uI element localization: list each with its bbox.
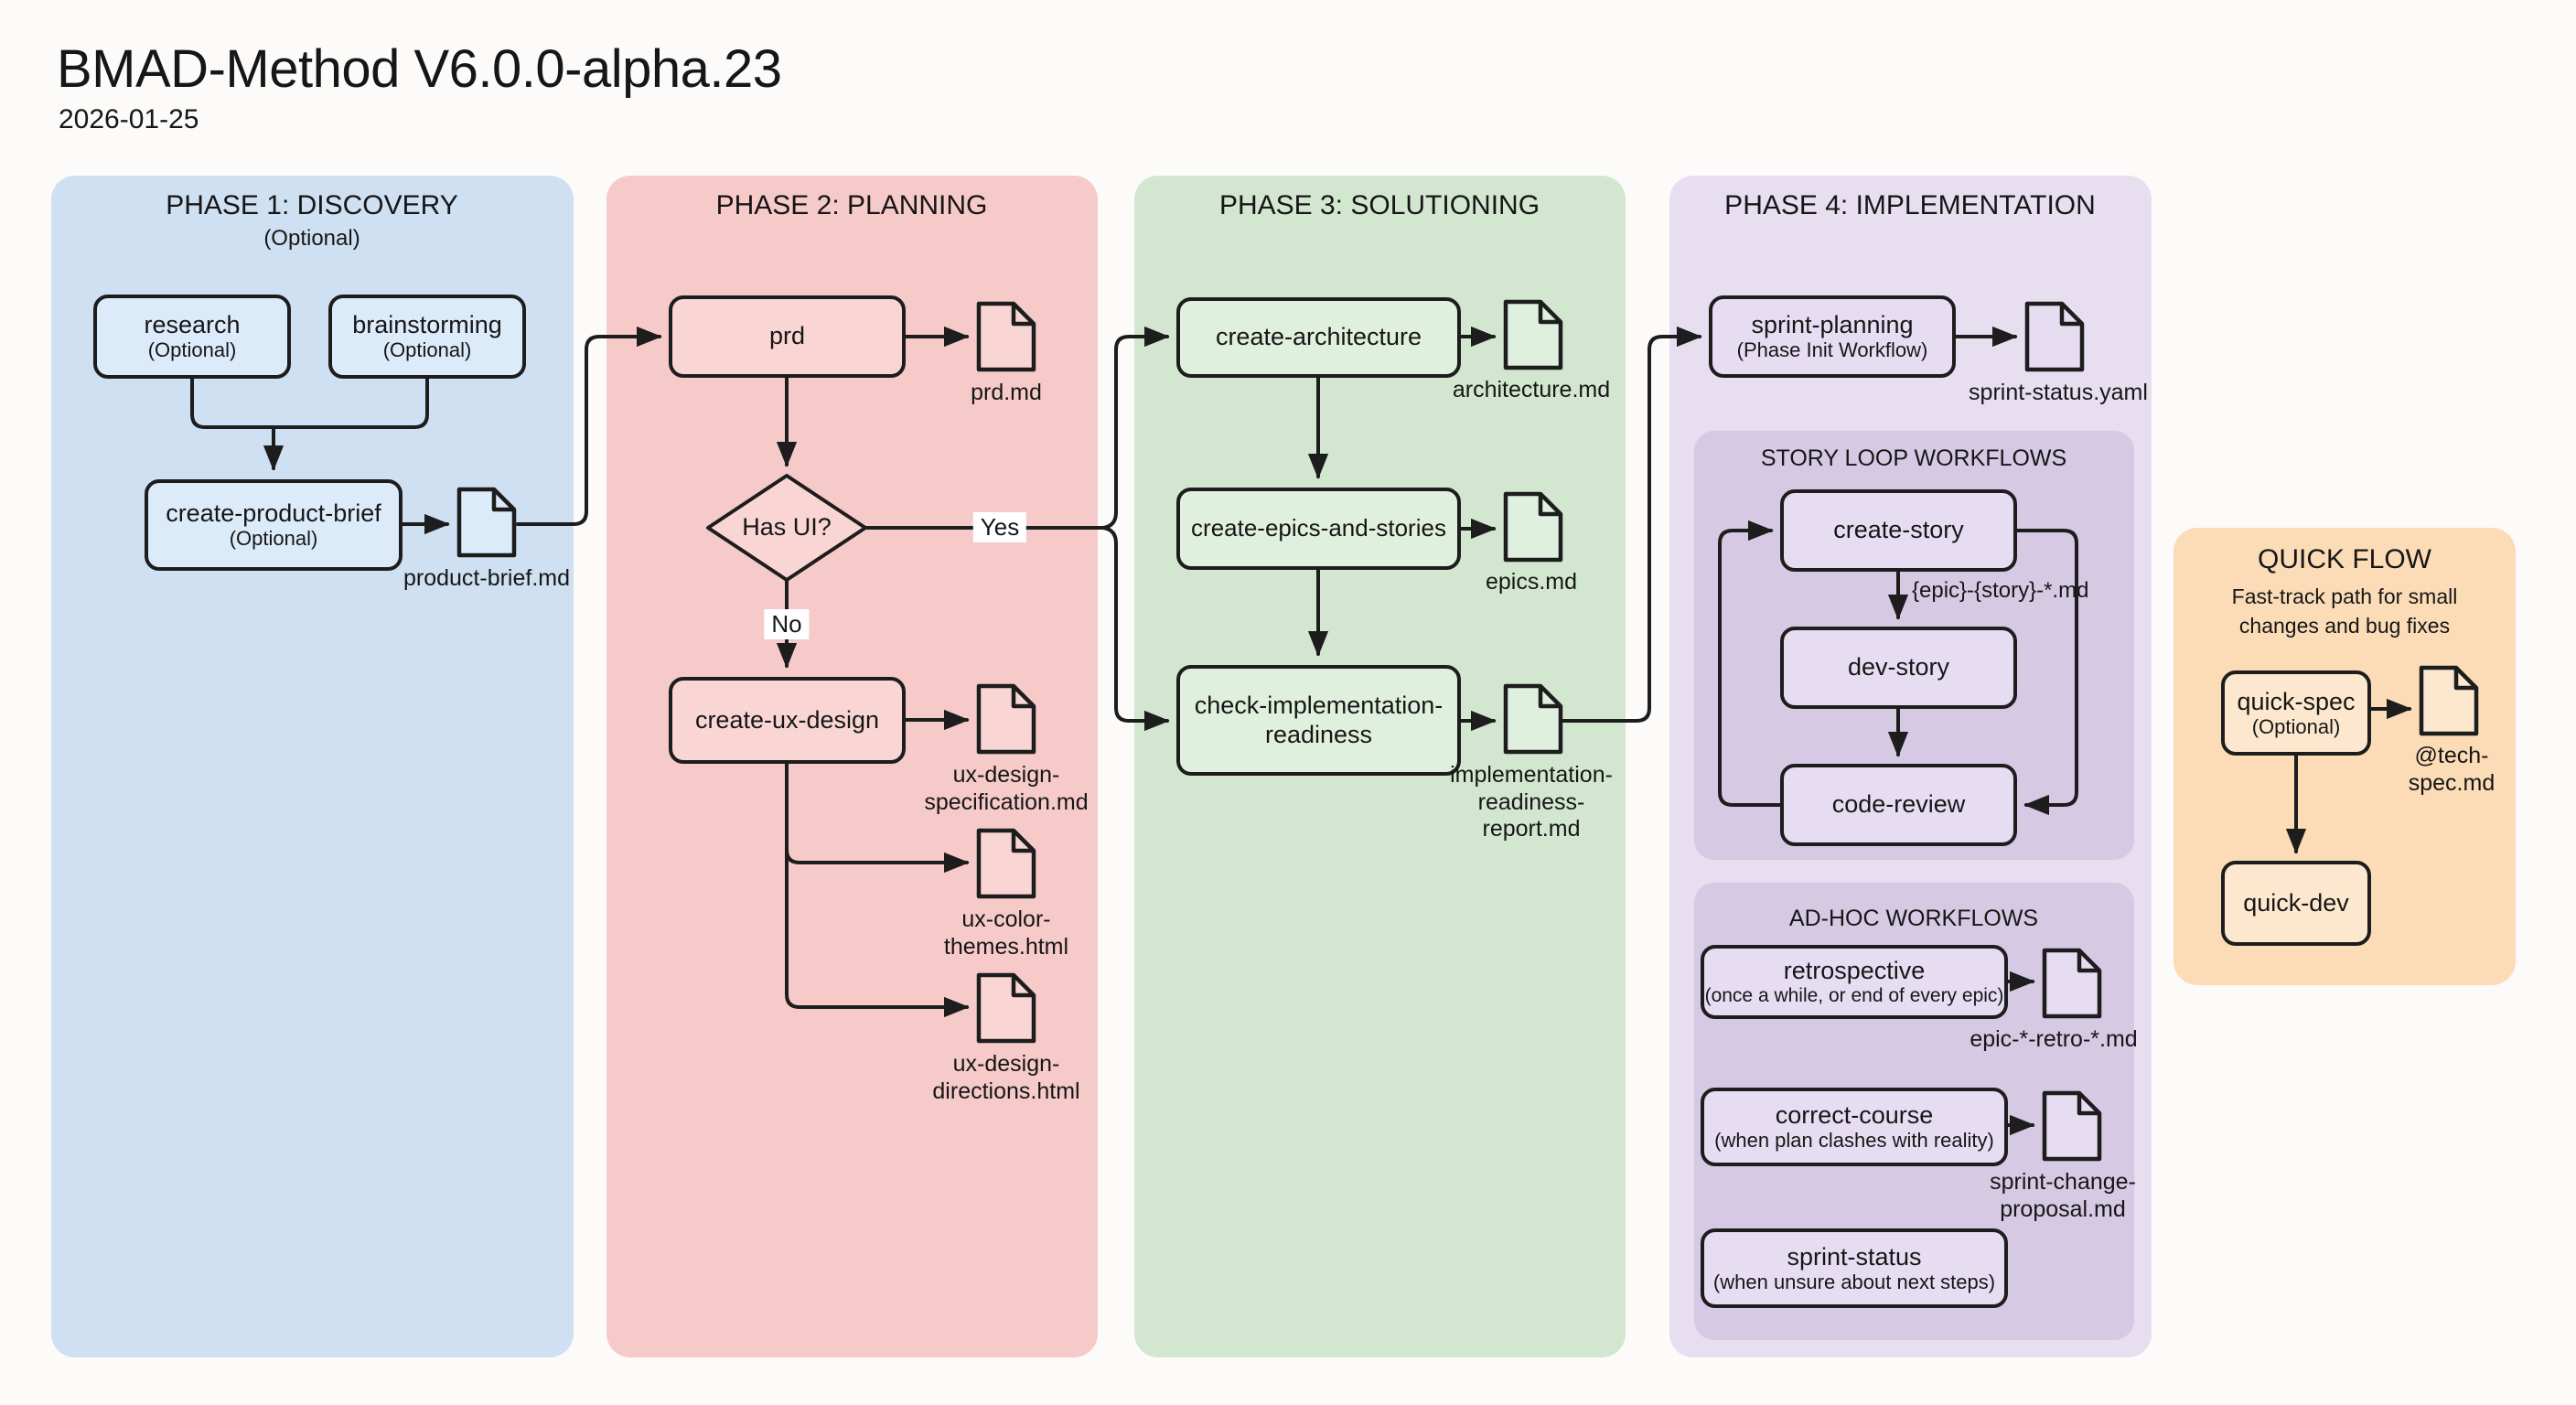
node-dev-story	[1780, 627, 2017, 709]
node-create-architecture	[1176, 297, 1461, 378]
node-create-product-brief	[145, 479, 402, 571]
node-create-epics-label: create-epics-and-stories	[1191, 514, 1446, 542]
label-ux-color-file: ux-color-themes.html	[943, 906, 1069, 960]
node-sprint-planning	[1709, 295, 1956, 378]
node-sprint-planning-sub: (Phase Init Workflow)	[1736, 338, 1928, 362]
label-ux-spec-file: ux-design-specification.md	[924, 762, 1089, 815]
node-create-product-brief-sub: (Optional)	[229, 527, 318, 551]
node-sprint-status	[1701, 1228, 2008, 1308]
node-code-review-label: code-review	[1831, 790, 1966, 819]
node-research-sub: (Optional)	[147, 338, 237, 362]
story-loop-header: STORY LOOP WORKFLOWS	[1760, 445, 2067, 471]
node-code-review	[1780, 764, 2017, 846]
label-ux-directions-file: ux-design-directions.html	[932, 1051, 1080, 1104]
node-create-product-brief-label: create-product-brief	[166, 499, 381, 528]
label-epics-file: epics.md	[1485, 569, 1578, 595]
file-icon-ux-spec	[979, 686, 1034, 752]
page-title: BMAD-Method V6.0.0-alpha.23	[57, 39, 782, 99]
adhoc-header: AD-HOC WORKFLOWS	[1788, 906, 2039, 931]
node-brainstorming-sub: (Optional)	[382, 338, 472, 362]
phase1-header: PHASE 1: DISCOVERY	[166, 190, 458, 220]
node-prd	[669, 295, 906, 378]
quick-flow-sub2: changes and bug fixes	[2238, 614, 2451, 638]
label-tech-spec-file: @tech-spec.md	[2408, 743, 2496, 796]
node-prd-label: prd	[768, 322, 806, 350]
file-icon-sprint-status	[2027, 304, 2082, 370]
node-quick-spec-sub: (Optional)	[2251, 714, 2341, 738]
file-icon-ux-color	[979, 831, 1034, 896]
file-icon-epics	[1506, 494, 1561, 560]
file-icon-product-brief	[459, 489, 514, 555]
node-correct-course-sub: (when plan clashes with reality)	[1714, 1129, 1994, 1153]
label-retro-file: epic-*-retro-*.md	[1970, 1026, 2138, 1052]
node-quick-spec-label: quick-spec	[2237, 687, 2356, 715]
node-brainstorming-label: brainstorming	[352, 311, 502, 339]
date-label: 2026-01-25	[59, 104, 199, 134]
phase3-header: PHASE 3: SOLUTIONING	[1218, 190, 1540, 220]
node-quick-dev-label: quick-dev	[2243, 888, 2349, 917]
decision-label: Has UI?	[742, 513, 832, 541]
file-icon-epic-retro	[2045, 950, 2099, 1016]
node-sprint-status-label: sprint-status	[1787, 1242, 1922, 1271]
yes-chip: Yes	[973, 512, 1026, 542]
node-retrospective	[1701, 945, 2008, 1019]
node-quick-spec	[2221, 670, 2371, 756]
file-icon-ux-directions	[979, 975, 1034, 1041]
label-sprint-status-file: sprint-status.yaml	[1969, 380, 2148, 405]
node-retrospective-sub: (once a while, or end of every epic)	[1704, 985, 2004, 1007]
node-research	[93, 295, 291, 379]
quick-flow-header: QUICK FLOW	[2257, 544, 2432, 574]
node-sprint-status-sub: (when unsure about next steps)	[1712, 1270, 1996, 1293]
file-icon-architecture	[1506, 302, 1561, 368]
label-readiness-file: implementation-readiness-report.md	[1450, 762, 1613, 842]
node-correct-course-label: correct-course	[1775, 1101, 1934, 1130]
no-chip: No	[764, 609, 809, 639]
node-create-architecture-label: create-architecture	[1215, 323, 1422, 351]
label-prd-file: prd.md	[971, 380, 1042, 405]
node-sprint-planning-label: sprint-planning	[1751, 311, 1914, 339]
quick-flow-sub1: Fast-track path for small	[2231, 585, 2458, 608]
label-course-file: sprint-change-proposal.md	[1990, 1169, 2136, 1222]
file-icon-prd	[979, 304, 1034, 370]
node-check-readiness-label: check-implementation-readiness	[1194, 692, 1444, 748]
node-create-ux-design-label: create-ux-design	[694, 705, 880, 734]
file-icon-readiness-report	[1506, 686, 1561, 752]
file-icon-sprint-change	[2045, 1093, 2099, 1159]
node-brainstorming	[328, 295, 526, 379]
node-dev-story-label: dev-story	[1847, 653, 1950, 681]
story-edge-label: {epic}-{story}-*.md	[1912, 578, 2089, 603]
node-check-implementation-readiness	[1176, 665, 1461, 776]
phase2-header: PHASE 2: PLANNING	[715, 190, 988, 220]
node-retrospective-label: retrospective	[1783, 957, 1926, 985]
node-research-label: research	[144, 311, 241, 339]
label-product-brief-file: product-brief.md	[402, 565, 571, 591]
file-icon-tech-spec	[2421, 668, 2476, 734]
phase4-header: PHASE 4: IMPLEMENTATION	[1724, 190, 2096, 220]
node-quick-dev	[2221, 861, 2371, 946]
phase1-subheader: (Optional)	[263, 226, 360, 251]
node-create-ux-design	[669, 677, 906, 764]
node-create-epics-and-stories	[1176, 488, 1461, 570]
node-create-story-label: create-story	[1833, 516, 1964, 544]
label-architecture-file: architecture.md	[1452, 377, 1611, 402]
node-correct-course	[1701, 1088, 2008, 1166]
node-create-story	[1780, 489, 2017, 572]
